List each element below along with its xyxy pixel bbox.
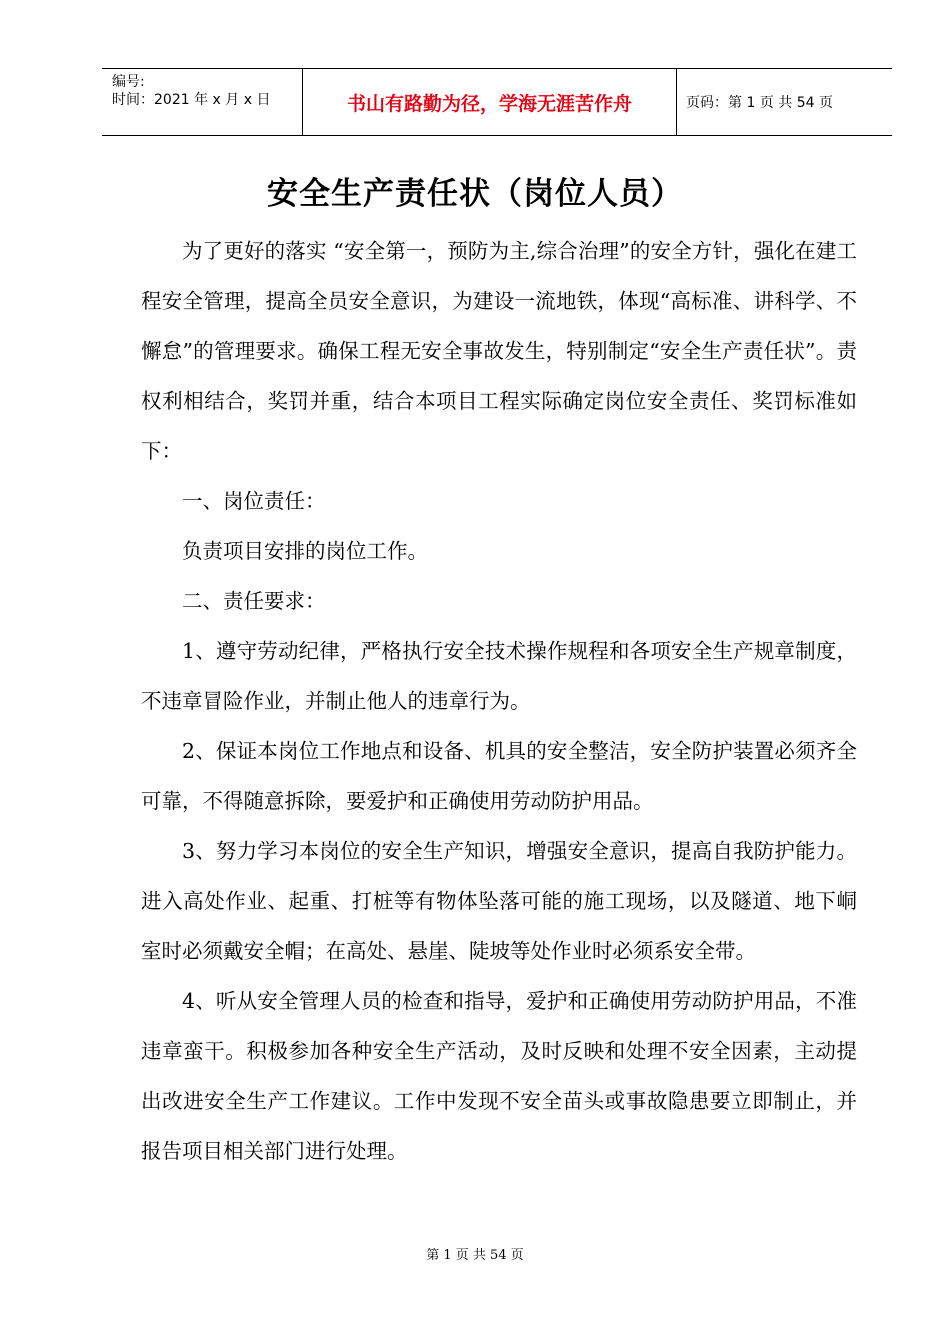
requirement-item-2: 2、保证本岗位工作地点和设备、机具的安全整洁，安全防护装置必须齐全可靠，不得随意拆除，要爱护和正确使用劳动防护用品。 (141, 739, 857, 813)
paragraph-intro: 为了更好的落实 “安全第一，预防为主,综合治理”的安全方针，强化在建工程安全管理，提高全员安全意识，为建设一流地铁，体现“高标准、讲科学、不懈怠”的管理要求。确保工程无安全事故发生，特别制定“安全生产责任状”。责权利相结合，奖罚并重，结合本项目工程实际确定岗位安全责任、奖罚标准如下： (141, 239, 857, 463)
header-meta (102, 69, 303, 135)
document-body (141, 226, 857, 1176)
number-label: 编号: (112, 74, 145, 90)
requirement-item-3: 3、努力学习本岗位的安全生产知识，增强安全意识，提高自我防护能力。进入高处作业、起重、打桩等有物体坠落可能的施工现场，以及隧道、地下峒室时必须戴安全帽；在高处、悬崖、陡坡等处作业时必须系安全带。 (141, 839, 857, 963)
header-motto: 书山有路勤为径，学海无涯苦作舟 (303, 69, 677, 135)
document-header (102, 68, 892, 136)
requirement-item-1: 1、遵守劳动纪律，严格执行安全技术操作规程和各项安全生产规章制度，不违章冒险作业，并制止他人的违章行为。 (141, 639, 857, 713)
requirement-item-4: 4、听从安全管理人员的检查和指导，爱护和正确使用劳动防护用品，不准违章蛮干。积极参加各种安全生产活动，及时反映和处理不安全因素，主动提出改进安全生产工作建议。工作中发现不安全苗头或事故隐患要立即制止，并报告项目相关部门进行处理。 (141, 989, 857, 1163)
page-footer: 第 1 页 共 54 页 (426, 1248, 524, 1263)
time-label: 时间：2021 年 x 月 x 日 (112, 92, 271, 108)
section-heading-responsibility: 一、岗位责任： (182, 489, 326, 513)
paragraph-responsibility: 负责项目安排的岗位工作。 (182, 539, 428, 563)
section-heading-requirements: 二、责任要求： (182, 589, 326, 613)
header-page-info: 页码：第 1 页 共 54 页 (686, 95, 833, 111)
document-title: 安全生产责任状（岗位人员） (267, 176, 683, 212)
